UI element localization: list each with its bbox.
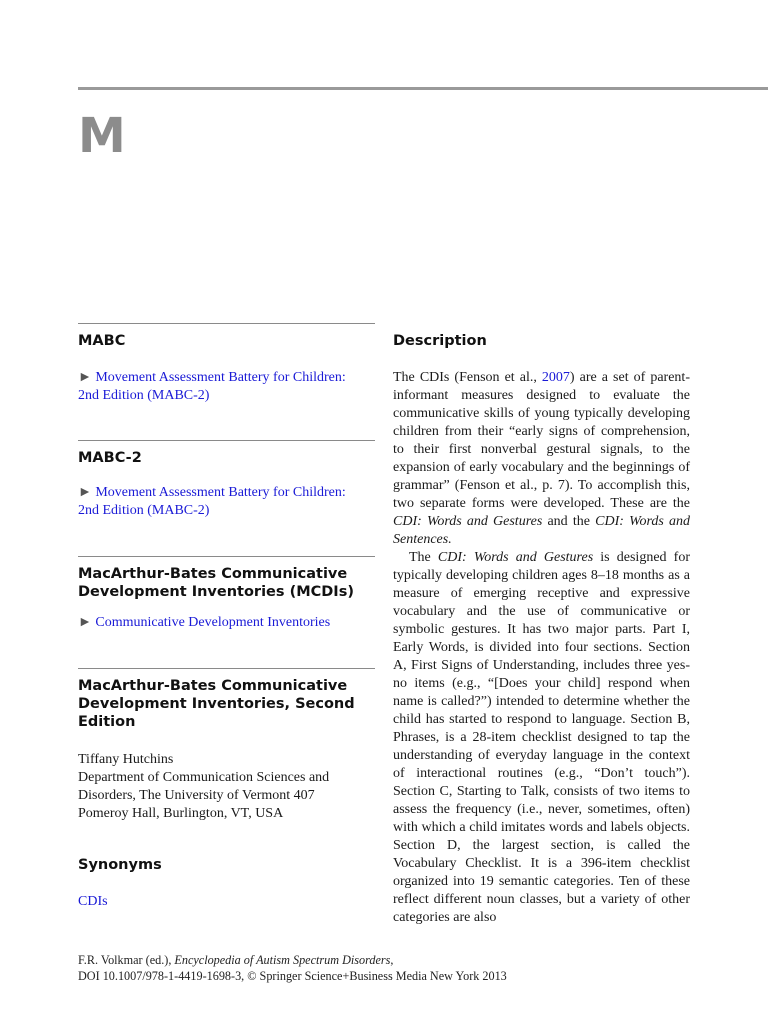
synonyms-heading: Synonyms	[78, 857, 162, 873]
left-column	[78, 323, 375, 911]
top-rule	[78, 87, 768, 90]
title-line: Edition	[78, 714, 136, 730]
text-run: CDI: Words and Gestures	[437, 550, 594, 565]
entry-rule	[78, 440, 375, 441]
entry-rule	[78, 556, 375, 557]
entry-rule	[78, 668, 375, 669]
title-line: MacArthur-Bates Communicative	[78, 678, 348, 694]
author-affiliation	[78, 769, 375, 823]
entry-title-mcdis	[78, 565, 375, 601]
xref-text[interactable]: Communicative Development Inventories	[95, 615, 331, 630]
description-heading: Description	[393, 333, 487, 349]
affiliation-line: Department of Communication Sciences and	[78, 770, 330, 785]
affiliation-line: Disorders, The University of Vermont 407	[78, 788, 315, 803]
title-line: MacArthur-Bates Communicative	[78, 566, 348, 582]
synonym-link[interactable]: CDIs	[78, 894, 108, 909]
text-run: The CDIs (Fenson et al.,	[393, 370, 542, 385]
citation-link[interactable]: 2007	[541, 370, 570, 385]
arrow-icon: ►	[78, 485, 92, 500]
entry-rule	[78, 323, 375, 324]
footer-text: F.R. Volkmar (ed.),	[78, 953, 175, 967]
entry-title-mcdi-second-edition	[78, 677, 375, 731]
citation-footer	[78, 952, 698, 984]
chapter-letter: M	[78, 108, 126, 164]
footer-doi: DOI 10.1007/978-1-4419-1698-3, © Springer Science+Business Media New York 2013	[78, 969, 507, 983]
entry-title-mabc: MABC	[78, 333, 126, 349]
arrow-icon: ►	[78, 370, 92, 385]
text-run: is designed for typically developing children ages 8–18 months as a measure of emerging receptive and expressive vocabulary and the use of communicative or symbolic gestures. It has two major parts. Part I, Early Words, is divided into four sections. Section A, First Signs of Understanding, includes three yes-no items (e.g., “[Does your child] respond when name is called?”) intended to determine whether the child has started to respond to language. Section B, Phrases, is a 28-item checklist designed to tap the understanding of everyday language in the context of interactional routines (e.g., “Don’t touch”). Section C, Starting to Talk, consists of two items to assess the frequency (i.e., never, sometimes, often) with which a child imitates words and labels objects. Section D, the largest section, is called the Vocabulary Checklist. It is a 396-item checklist organized into 19 semantic categories. Ten of these reflect different noun classes, but a variety of other categories are also	[393, 550, 691, 925]
text-run: The	[409, 550, 438, 565]
entry-title-mabc-2: MABC-2	[78, 450, 142, 466]
xref-text[interactable]: Movement Assessment Battery for Children:	[95, 370, 346, 385]
footer-text: ,	[390, 953, 394, 967]
title-line: Development Inventories, Second	[78, 696, 355, 712]
cross-reference-link[interactable]	[78, 614, 375, 632]
xref-text[interactable]: 2nd Edition (MABC-2)	[78, 388, 210, 403]
title-line: Development Inventories (MCDIs)	[78, 584, 354, 600]
description-paragraph-1	[393, 369, 690, 549]
arrow-icon: ►	[78, 615, 92, 630]
cross-reference-link[interactable]	[78, 484, 375, 520]
text-run: ) are a set of parent-informant measures designed to evaluate the communicative skills of young typically developing children from their “early signs of comprehension, to their first nonverbal gestural signals, to the expansion of early vocabulary and the beginnings of grammar” (Fenson et al., p. 7). To accomplish this, two separate forms were developed. These are the	[393, 370, 690, 511]
text-run: and the	[542, 514, 596, 529]
xref-text[interactable]: Movement Assessment Battery for Children:	[95, 485, 346, 500]
xref-text[interactable]: 2nd Edition (MABC-2)	[78, 503, 210, 518]
affiliation-line: Pomeroy Hall, Burlington, VT, USA	[78, 806, 284, 821]
footer-book-title: Encyclopedia of Autism Spectrum Disorders	[174, 953, 391, 967]
right-column	[393, 323, 690, 927]
text-run: CDI: Words and Sentences.	[393, 514, 690, 547]
author-name: Tiffany Hutchins	[78, 752, 174, 767]
description-paragraph-2	[393, 549, 690, 927]
cross-reference-link[interactable]	[78, 369, 375, 405]
text-run: CDI: Words and Gestures	[393, 514, 543, 529]
